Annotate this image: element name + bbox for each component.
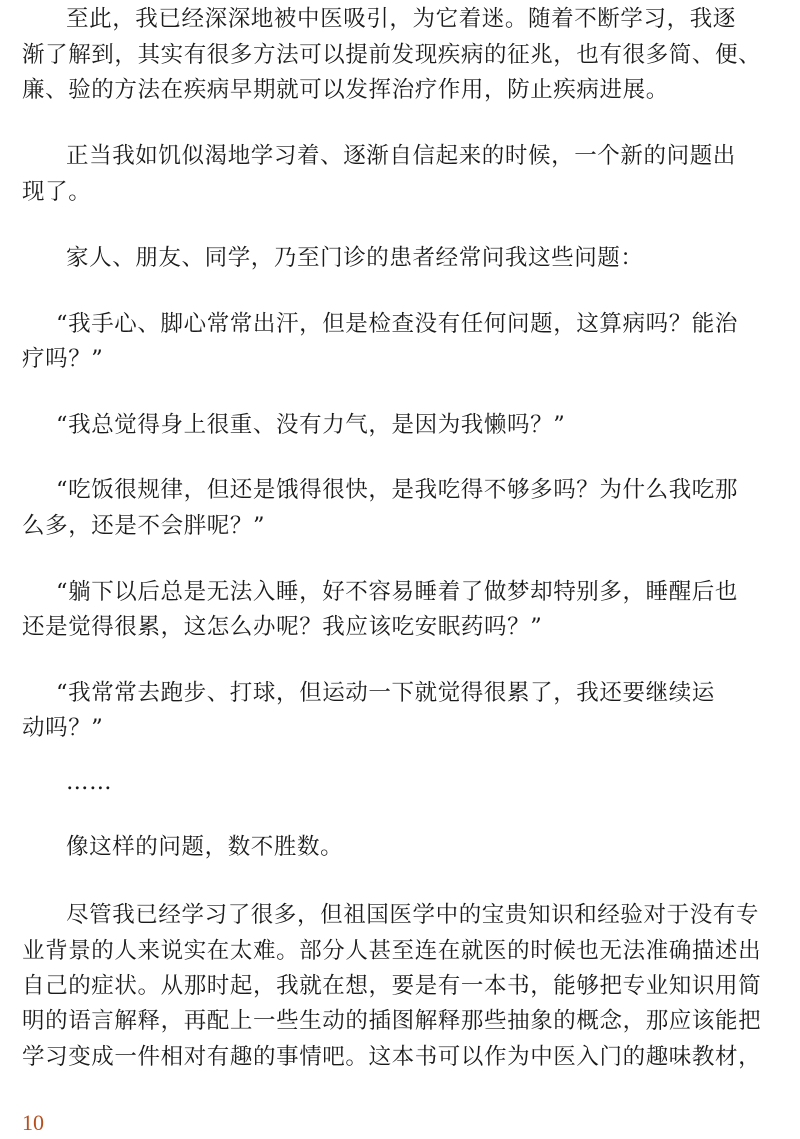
text-line: 家人、朋友、同学，乃至门诊的患者经常问我这些问题： (66, 245, 644, 271)
text-line: 尽管我已经学习了很多，但祖国医学中的宝贵知识和经验对于没有专 (66, 902, 760, 928)
text-line: 自己的症状。从那时起，我就在想，要是有一本书，能够把专业知识用简 (22, 973, 762, 999)
text-line: “我常常去跑步、打球，但运动一下就觉得很累了，我还要继续运 (56, 680, 715, 706)
page-number: 10 (22, 1110, 44, 1135)
text-line: 正当我如饥似渴地学习着、逐渐自信起来的时候，一个新的问题出 (66, 143, 736, 169)
text-line: 还是觉得很累，这怎么办呢？我应该吃安眠药吗？” (22, 614, 543, 640)
text-line: 明的语言解释，再配上一些生动的插图解释那些抽象的概念，那应该能把 (22, 1008, 762, 1034)
text-line: 疗吗？” (22, 346, 104, 372)
text-line: “躺下以后总是无法入睡，好不容易睡着了做梦却特别多，睡醒后也 (56, 579, 739, 605)
text-line: “吃饭很规律，但还是饿得很快，是我吃得不够多吗？为什么我吃那 (56, 477, 739, 503)
text-line: “我总觉得身上很重、没有力气，是因为我懒吗？” (56, 412, 566, 438)
text-line: 现了。 (22, 179, 92, 205)
ellipsis: …… (66, 769, 113, 795)
text-line: 至此，我已经深深地被中医吸引，为它着迷。随着不断学习，我逐 (66, 6, 736, 32)
text-line: 动吗？” (22, 715, 104, 741)
text-line: 业背景的人来说实在太难。部分人甚至连在就医的时候也无法准确描述出 (22, 938, 762, 964)
text-line: 渐了解到，其实有很多方法可以提前发现疾病的征兆，也有很多简、便、 (22, 42, 762, 68)
text-line: 廉、验的方法在疾病早期就可以发挥治疗作用，防止疾病进展。 (22, 77, 669, 103)
text-line: 么多，还是不会胖呢？” (22, 513, 266, 539)
text-line: 像这样的问题，数不胜数。 (66, 834, 344, 860)
text-line: “我手心、脚心常常出汗，但是检查没有任何问题，这算病吗？能治 (56, 311, 739, 337)
text-line: 学习变成一件相对有趣的事情吧。这本书可以作为中医入门的趣味教材， (22, 1044, 762, 1070)
